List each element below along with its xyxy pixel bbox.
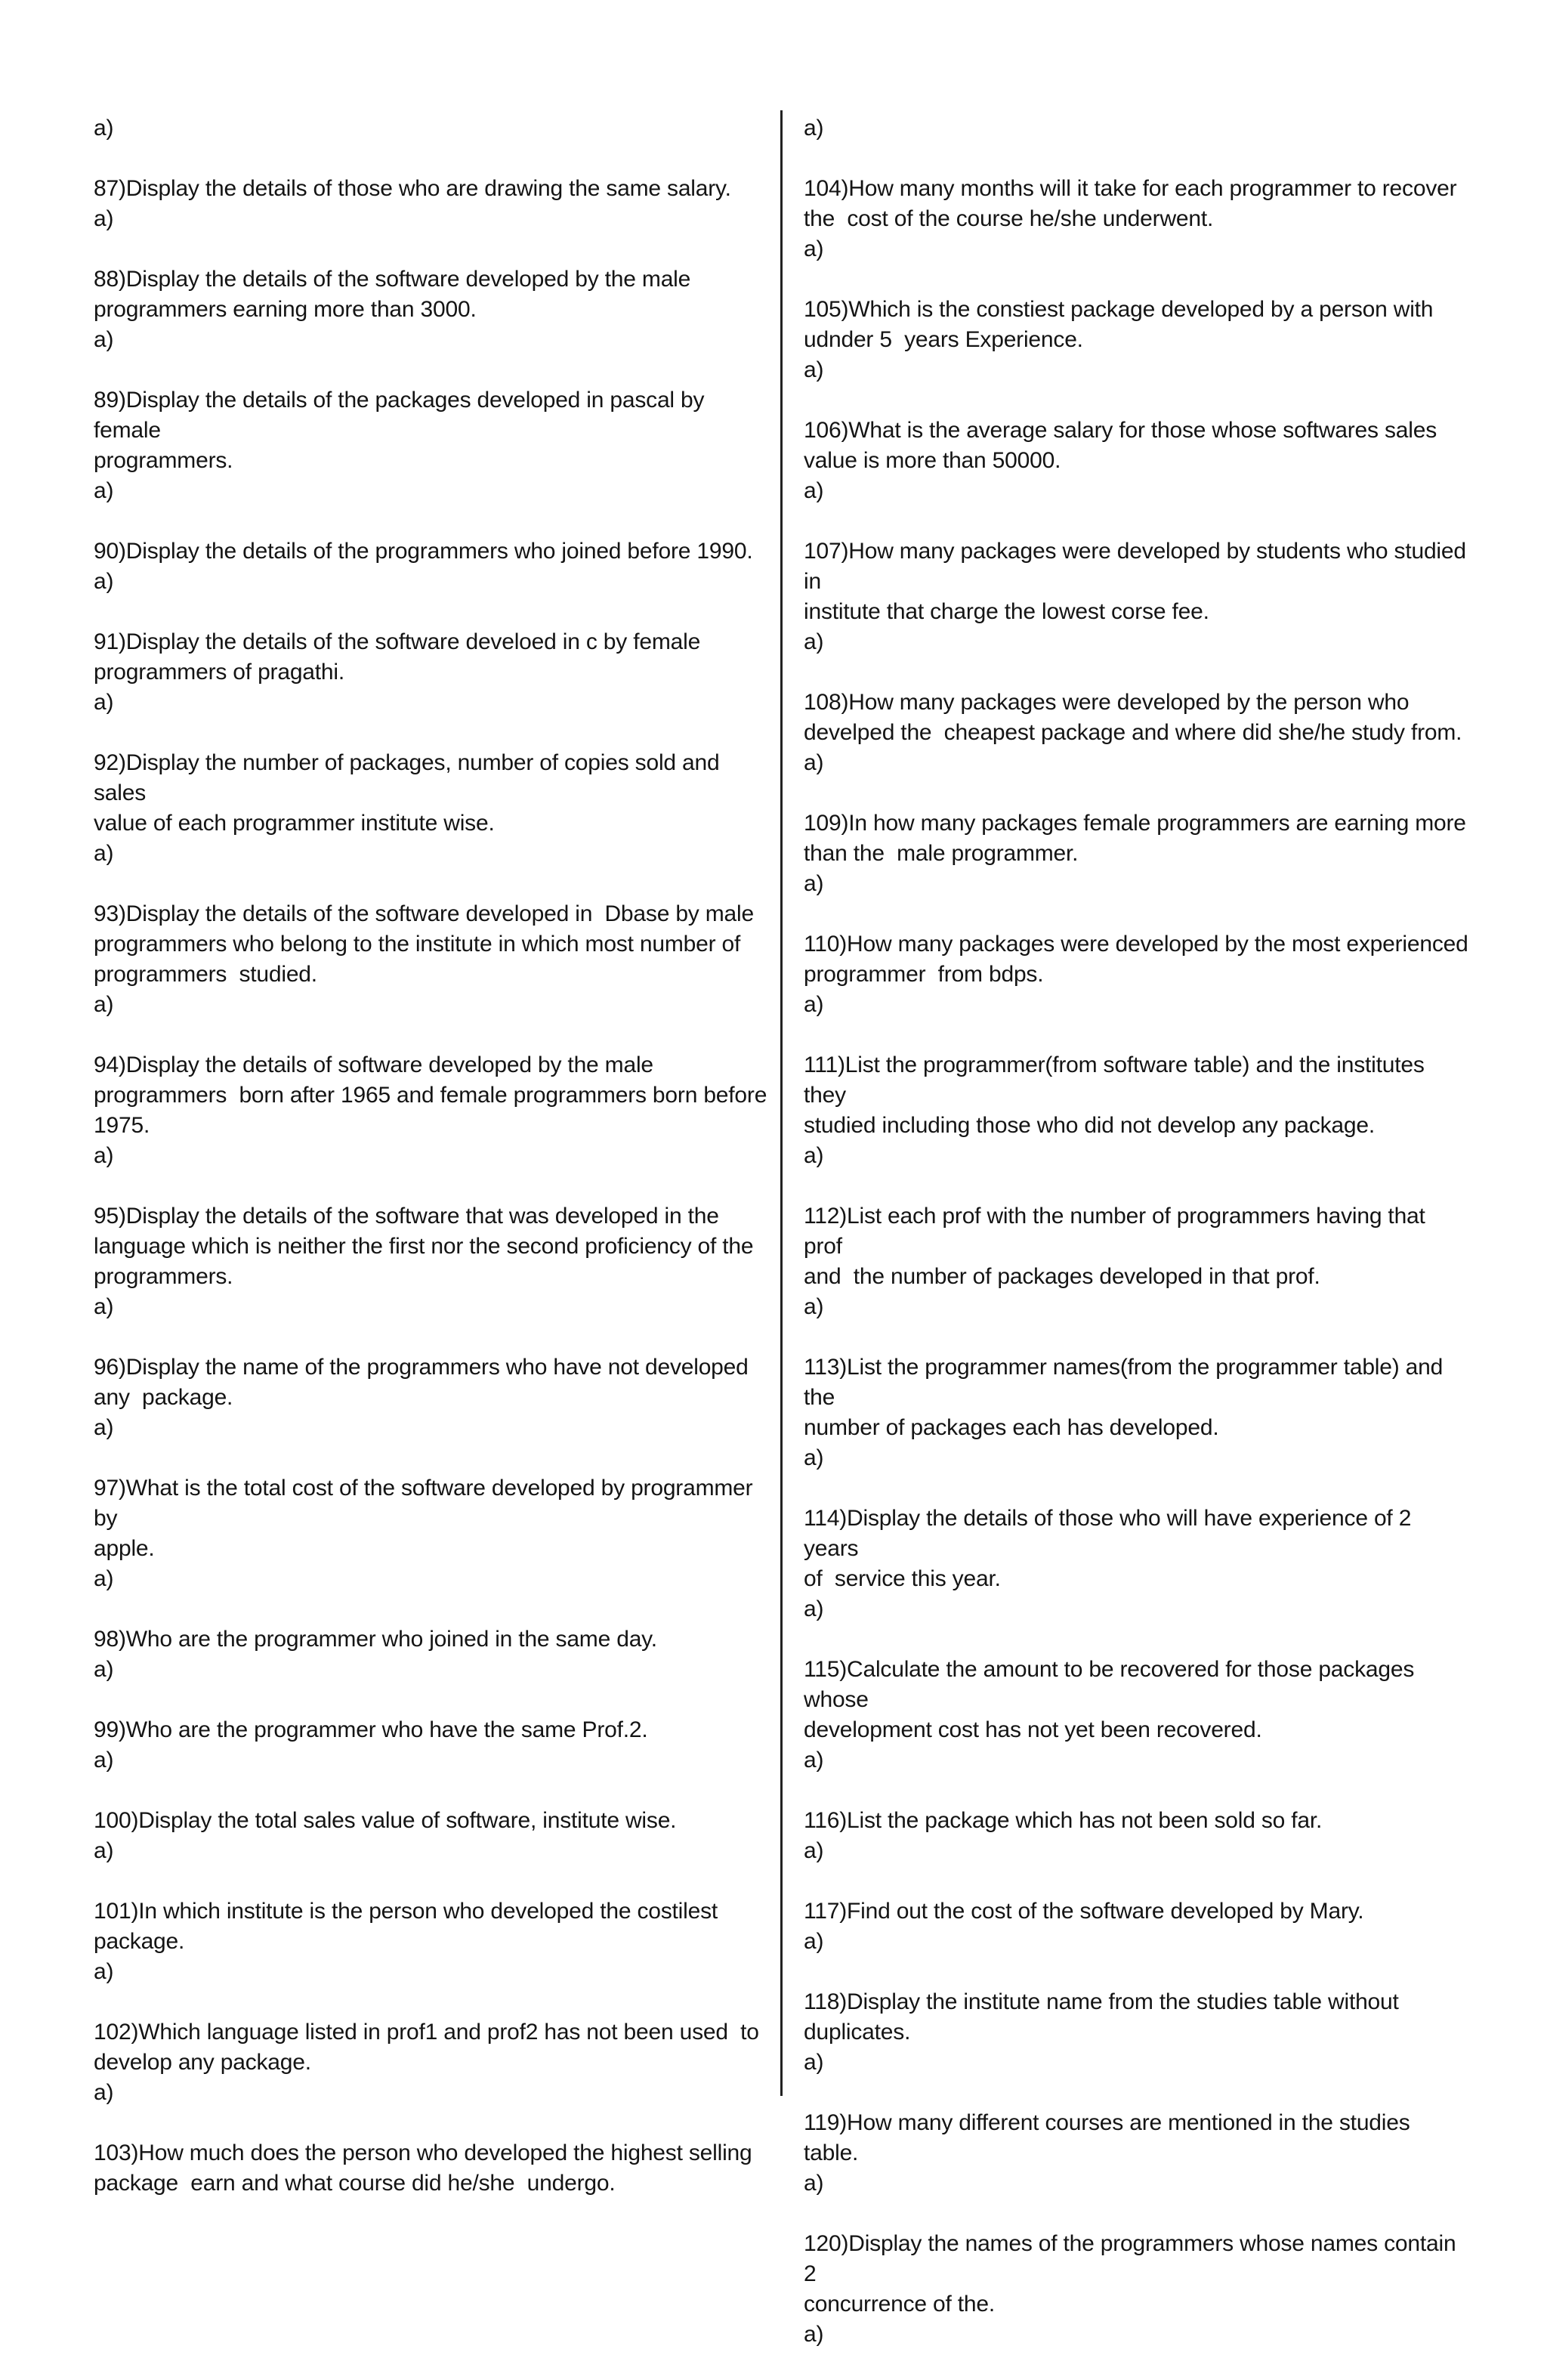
question-text: 92)Display the number of packages, number of copies sold and sales value of each programmer institute wise. xyxy=(94,750,720,836)
answer-label: a) xyxy=(94,992,114,1017)
question-text: 96)Display the name of the programmers who have not developed any package. xyxy=(94,1355,749,1410)
lead-answer-entry xyxy=(804,113,1468,144)
question-text: 105)Which is the constiest package developed by a person with udnder 5 years Experience. xyxy=(804,297,1434,352)
answer-label: a) xyxy=(804,1748,824,1773)
answer-label: a) xyxy=(804,2322,824,2347)
question-94 xyxy=(94,1050,774,1171)
question-96 xyxy=(94,1352,774,1443)
question-text: 106)What is the average salary for those whose softwares sales value is more than 50000. xyxy=(804,418,1437,473)
question-text: 103)How much does the person who developed the highest selling package earn and what course did he/she undergo. xyxy=(94,2140,752,2196)
question-103 xyxy=(94,2138,774,2199)
answer-label: a) xyxy=(94,1566,114,1591)
answer-label: a) xyxy=(94,569,114,594)
answer-label: a) xyxy=(94,327,114,352)
answer-label: a) xyxy=(94,1959,114,1984)
question-text: 87)Display the details of those who are drawing the same salary. xyxy=(94,176,731,201)
question-text: 112)List each prof with the number of programmers having that prof and the number of packages developed in that prof. xyxy=(804,1204,1425,1289)
question-text: 90)Display the details of the programmers who joined before 1990. xyxy=(94,539,753,564)
question-text: 116)List the package which has not been sold so far. xyxy=(804,1808,1323,1833)
lead-answer-entry xyxy=(94,113,774,144)
question-text: 104)How many months will it take for each programmer to recover the cost of the course he/she underwent. xyxy=(804,176,1457,231)
question-text: 93)Display the details of the software developed in Dbase by male programmers who belong to the institute in which most number of programmers studied. xyxy=(94,901,754,987)
question-102 xyxy=(94,2017,774,2108)
question-105 xyxy=(804,295,1468,385)
question-100 xyxy=(94,1806,774,1866)
question-116 xyxy=(804,1806,1468,1866)
question-97 xyxy=(94,1473,774,1594)
question-text: 111)List the programmer(from software table) and the institutes they studied including those who did not develop any package. xyxy=(804,1052,1425,1138)
answer-label: a) xyxy=(804,1445,824,1470)
question-text: 97)What is the total cost of the software developed by programmer by apple. xyxy=(94,1476,753,1561)
answer-label: a) xyxy=(94,206,114,231)
answer-label: a) xyxy=(94,1838,114,1863)
question-text: 101)In which institute is the person who developed the costilest package. xyxy=(94,1899,718,1954)
question-text: 95)Display the details of the software that was developed in the language which is neither the first nor the second proficiency of the programmers. xyxy=(94,1204,754,1289)
answer-label: a) xyxy=(94,1143,114,1168)
question-text: 88)Display the details of the software developed by the male programmers earning more than 3000. xyxy=(94,267,691,322)
left-column xyxy=(94,113,774,2229)
question-106 xyxy=(804,416,1468,506)
question-91 xyxy=(94,627,774,718)
question-99 xyxy=(94,1715,774,1776)
question-119 xyxy=(804,2108,1468,2199)
question-98 xyxy=(94,1624,774,1685)
answer-label: a) xyxy=(804,1143,824,1168)
answer-label: a) xyxy=(804,629,824,654)
question-text: 91)Display the details of the software develoed in c by female programmers of pragathi. xyxy=(94,629,701,685)
question-text: 114)Display the details of those who will have experience of 2 years of service this year. xyxy=(804,1506,1412,1591)
question-112 xyxy=(804,1201,1468,1322)
answer-label: a) xyxy=(94,690,114,715)
question-89 xyxy=(94,385,774,506)
question-text: 118)Display the institute name from the studies table without duplicates. xyxy=(804,1989,1399,2045)
question-104 xyxy=(804,174,1468,264)
question-107 xyxy=(804,536,1468,657)
question-117 xyxy=(804,1896,1468,1957)
answer-label: a) xyxy=(804,357,824,382)
question-text: 102)Which language listed in prof1 and prof2 has not been used to develop any package. xyxy=(94,2020,759,2075)
answer-label: a) xyxy=(94,2080,114,2105)
column-divider xyxy=(780,110,783,2096)
question-text: 110)How many packages were developed by the most experienced programmer from bdps. xyxy=(804,932,1468,987)
question-text: 109)In how many packages female programmers are earning more than the male programmer. xyxy=(804,811,1466,866)
question-111 xyxy=(804,1050,1468,1171)
question-text: 108)How many packages were developed by the person who develped the cheapest package and where did she/he study from. xyxy=(804,690,1462,745)
question-text: 117)Find out the cost of the software developed by Mary. xyxy=(804,1899,1364,1924)
answer-label: a) xyxy=(804,2050,824,2075)
answer-label: a) xyxy=(804,116,824,141)
answer-label: a) xyxy=(94,841,114,866)
question-95 xyxy=(94,1201,774,1322)
question-text: 98)Who are the programmer who joined in the same day. xyxy=(94,1627,657,1652)
answer-label: a) xyxy=(94,116,114,141)
question-text: 89)Display the details of the packages developed in pascal by female programmers. xyxy=(94,388,705,473)
answer-label: a) xyxy=(94,1294,114,1319)
answer-label: a) xyxy=(804,236,824,261)
question-text: 99)Who are the programmer who have the same Prof.2. xyxy=(94,1717,648,1742)
question-115 xyxy=(804,1655,1468,1776)
answer-label: a) xyxy=(94,1657,114,1682)
answer-label: a) xyxy=(804,478,824,503)
question-93 xyxy=(94,899,774,1020)
question-114 xyxy=(804,1504,1468,1624)
answer-label: a) xyxy=(94,1748,114,1773)
question-88 xyxy=(94,264,774,355)
question-113 xyxy=(804,1352,1468,1473)
question-110 xyxy=(804,929,1468,1020)
question-90 xyxy=(94,536,774,597)
right-column xyxy=(804,113,1468,2380)
question-text: 100)Display the total sales value of software, institute wise. xyxy=(94,1808,677,1833)
question-101 xyxy=(94,1896,774,1987)
question-108 xyxy=(804,688,1468,778)
question-text: 107)How many packages were developed by students who studied in institute that charge the lowest corse fee. xyxy=(804,539,1466,624)
question-text: 113)List the programmer names(from the programmer table) and the number of packages each has developed. xyxy=(804,1355,1444,1440)
question-text: 119)How many different courses are mentioned in the studies table. xyxy=(804,2110,1416,2165)
answer-label: a) xyxy=(94,478,114,503)
question-text: 115)Calculate the amount to be recovered for those packages whose development cost has not yet been recovered. xyxy=(804,1657,1415,1742)
question-120 xyxy=(804,2229,1468,2350)
answer-label: a) xyxy=(94,1415,114,1440)
answer-label: a) xyxy=(804,1596,824,1621)
question-92 xyxy=(94,748,774,869)
answer-label: a) xyxy=(804,1294,824,1319)
question-text: 94)Display the details of software developed by the male programmers born after 1965 and female programmers born before 1975. xyxy=(94,1052,767,1138)
answer-label: a) xyxy=(804,992,824,1017)
question-87 xyxy=(94,174,774,234)
question-109 xyxy=(804,808,1468,899)
question-118 xyxy=(804,1987,1468,2078)
question-text: 120)Display the names of the programmers whose names contain 2 concurrence of the. xyxy=(804,2231,1456,2317)
answer-label: a) xyxy=(804,1838,824,1863)
answer-label: a) xyxy=(804,2171,824,2196)
answer-label: a) xyxy=(804,750,824,775)
answer-label: a) xyxy=(804,1929,824,1954)
answer-label: a) xyxy=(804,871,824,896)
